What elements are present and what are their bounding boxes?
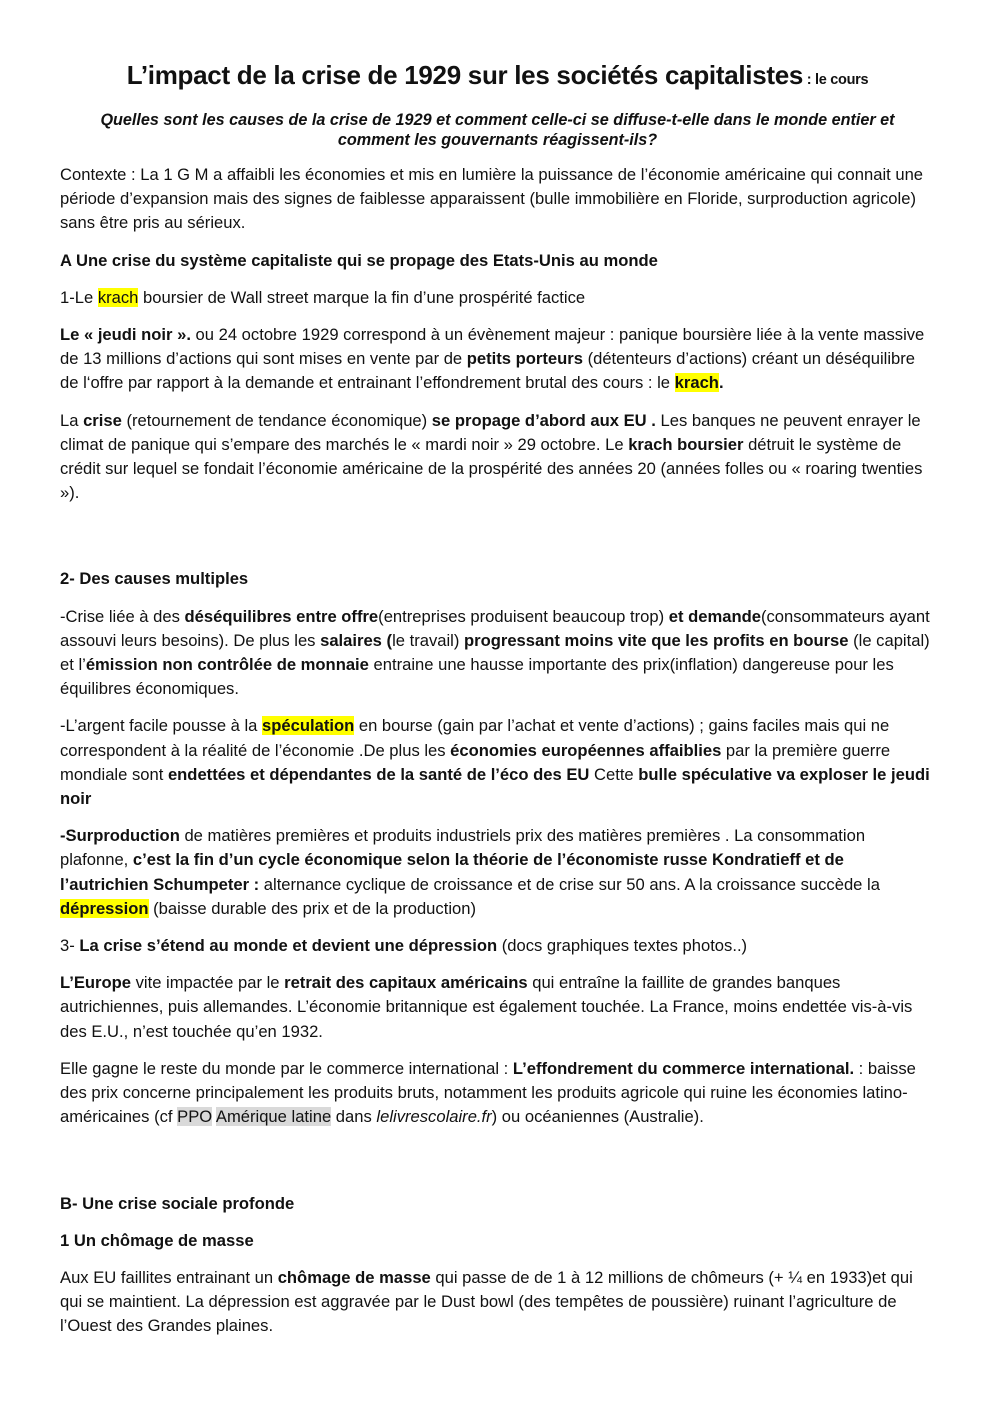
- section-b-heading: B- Une crise sociale profonde: [60, 1193, 295, 1213]
- page-title: L’impact de la crise de 1929 sur les sociétés capitalistes : le cours: [126, 60, 869, 90]
- paragraph-chomage: Aux EU faillites entrainant un chômage de masse qui passe de de 1 à 12 millions de chômeurs (+ ¼ en 1933)et qui qui se maintient. La dépression est aggravée par le Dust bowl (des tempêtes de poussière) ruinant l’agriculture de l’Ouest des Grandes plaines.: [60, 1267, 913, 1336]
- highlight-speculation: spéculation: [262, 716, 355, 736]
- paragraph-desequilibres: -Crise liée à des déséquilibres entre offre(entreprises produisent beaucoup trop) et demande(consommateurs ayant assouvi leurs besoins). De plus les salaires (le travail) progressant moins vite que les profits en bourse (le capital) et l’émission non contrôlée de monnaie entraine une hausse importante des prix(inflation) dangereuse pour les équilibres économiques.: [60, 606, 930, 699]
- document-page: [60, 58, 935, 1352]
- paragraph-commerce-international: Elle gagne le reste du monde par le commerce international : L’effondrement du commerce international. : baisse des prix concerne principalement les produits bruts, notamment les produits agricole qui ruine les économies latino-américaines (cf PPO Amérique latine dans lelivrescolaire.fr) ou océaniennes (Australie).: [60, 1058, 916, 1127]
- link-amerique-latine: Amérique latine: [215, 1107, 332, 1127]
- paragraph-surproduction: -Surproduction de matières premières et produits industriels prix des matières premières . La consommation plafonne, c’est la fin d’un cycle économique selon la théorie de l’économiste russe Kondratieff et de l’autrichien Schumpeter : alternance cyclique de croissance et de crise sur 50 ans. A la croissance succède la dépression (baisse durable des prix et de la production): [60, 826, 880, 918]
- problem-question: Quelles sont les causes de la crise de 1929 et comment celle-ci se diffuse-t-elle dans le monde entier et comment les gouvernants réagissent-ils?: [100, 111, 895, 149]
- highlight-krach-2: krach: [674, 373, 719, 393]
- section-b-sub1: 1 Un chômage de masse: [60, 1230, 254, 1250]
- highlight-krach: krach: [97, 287, 139, 307]
- section-a-heading: A Une crise du système capitaliste qui se propage des Etats-Unis au monde: [60, 250, 658, 270]
- highlight-depression: dépression: [60, 898, 149, 918]
- spacer: [60, 518, 935, 567]
- section-a-sub2: 2- Des causes multiples: [60, 569, 249, 589]
- paragraph-europe: L’Europe vite impactée par le retrait des capitaux américains qui entraîne la faillite de grandes banques autrichiennes, puis allemandes. L’économie britannique est également touchée. La France, moins endettée vis-à-vis des E.U., n’est touchée qu’en 1932.: [60, 973, 913, 1041]
- website-reference: lelivrescolaire.fr: [376, 1107, 492, 1127]
- link-ppo: PPO: [177, 1107, 213, 1127]
- paragraph-crise-propagation: La crise (retournement de tendance économique) se propage d’abord aux EU . Les banques ne peuvent enrayer le climat de panique qui s’empare des marchés le « mardi noir » 29 octobre. Le krach boursier détruit le système de crédit sur lequel se fondait l’économie américaine de la prospérité des années 20 (années folles ou « roaring twenties »).: [60, 410, 923, 503]
- spacer: [60, 1143, 935, 1192]
- section-a-sub3: 3- La crise s’étend au monde et devient une dépression (docs graphiques textes photos..): [60, 936, 748, 956]
- paragraph-speculation: -L’argent facile pousse à la spéculation en bourse (gain par l’achat et vente d’actions) ; gains faciles mais qui ne correspondent à la réalité de l’économie .De plus les économies européennes affaiblies par la première guerre mondiale sont endettées et dépendantes de la santé de l’éco des EU Cette bulle spéculative va exploser le jeudi noir: [60, 716, 930, 809]
- section-a-sub1: 1-Le krach boursier de Wall street marque la fin d’une prospérité factice: [60, 287, 586, 307]
- title-suffix: : le cours: [803, 72, 869, 88]
- context-paragraph: Contexte : La 1 G M a affaibli les économies et mis en lumière la puissance de l’économie américaine qui connait une période d’expansion mais des signes de faiblesse apparaissent (bulle immobilière en Floride, surproduction agricole) sans être pris au sérieux.: [60, 165, 924, 233]
- paragraph-jeudi-noir: Le « jeudi noir ». ou 24 octobre 1929 correspond à un évènement majeur : panique boursière liée à la vente massive de 13 millions d’actions qui sont mises en vente par de petits porteurs (détenteurs d’actions) créant un déséquilibre de l‘offre par rapport à la demande et entrainant l’effondrement brutal des cours : le krach.: [60, 325, 925, 393]
